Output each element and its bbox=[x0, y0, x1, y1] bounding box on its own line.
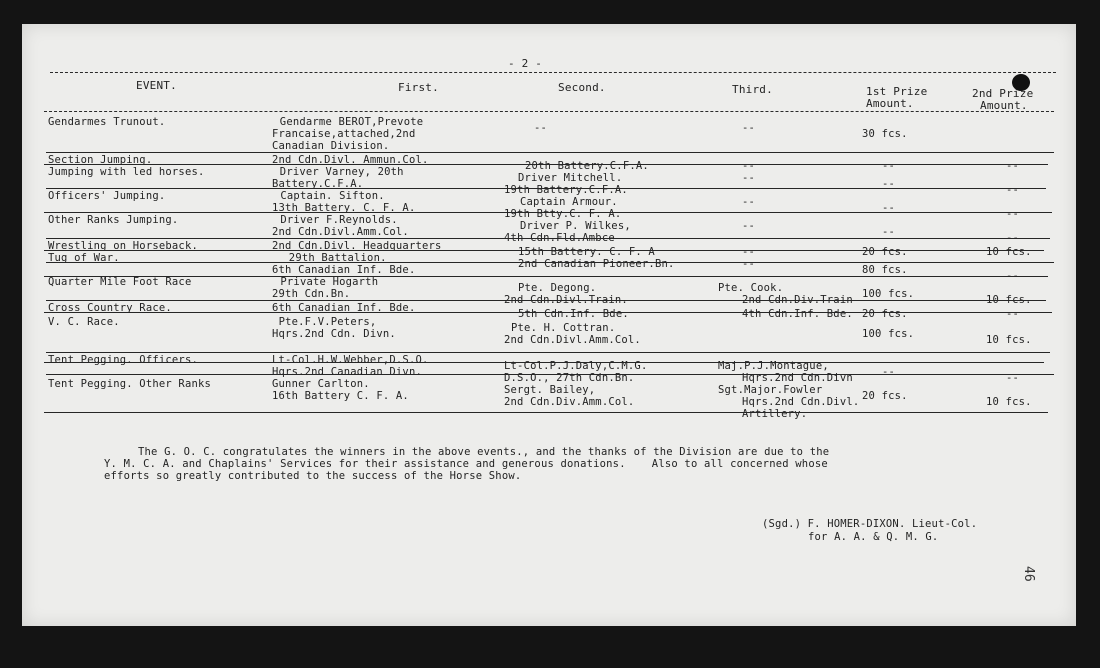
row-prize1: -- bbox=[882, 366, 896, 378]
header-prize1-line1: 1st Prize bbox=[866, 85, 928, 98]
row-prize1: -- bbox=[882, 226, 896, 238]
row-third: -- bbox=[742, 172, 756, 184]
folio-number: 46 bbox=[1021, 566, 1036, 582]
row-first: Driver F.Reynolds. bbox=[280, 214, 398, 226]
header-third: Third. bbox=[732, 83, 773, 96]
row-prize2: -- bbox=[1006, 160, 1020, 172]
row-event: Jumping with led horses. bbox=[48, 166, 205, 178]
row-prize2: 10 fcs. bbox=[986, 334, 1032, 346]
row-third: Pte. Cook. bbox=[718, 282, 784, 294]
row-first: Captain. Sifton. bbox=[280, 190, 385, 202]
row-prize1: -- bbox=[882, 202, 896, 214]
row-second: Driver Mitchell. bbox=[518, 172, 623, 184]
row-third: Hqrs.2nd Cdn.Divn bbox=[742, 372, 853, 384]
row-first: Pte.F.V.Peters, bbox=[278, 316, 377, 328]
row-event: Tug of War. bbox=[48, 252, 120, 264]
row-first: Driver Varney, 20th bbox=[279, 166, 404, 178]
row-first: Gunner Carlton. bbox=[272, 378, 370, 390]
row-second: Sergt. Bailey, bbox=[504, 384, 596, 396]
row-first: Lt-Col.H.W.Webber,D.S.O. bbox=[272, 354, 429, 366]
row-first: Battery.C.F.A. bbox=[272, 178, 364, 190]
row-rule bbox=[46, 152, 1054, 153]
page-number: - 2 - bbox=[508, 57, 543, 70]
row-second: 2nd Cdn.Div.Amm.Col. bbox=[504, 396, 635, 408]
header-event: EVENT. bbox=[136, 79, 177, 92]
row-prize1: 30 fcs. bbox=[862, 128, 908, 140]
row-event: Gendarmes Trunout. bbox=[48, 116, 166, 128]
row-first: 16th Battery C. F. A. bbox=[272, 390, 409, 402]
row-rule bbox=[46, 262, 1054, 263]
header-prize1-line2: Amount. bbox=[866, 97, 914, 110]
row-rule bbox=[46, 352, 1050, 353]
row-first: Private Hogarth bbox=[280, 276, 379, 288]
header-first: First. bbox=[398, 81, 439, 94]
row-first: Francaise,attached,2nd bbox=[272, 128, 416, 140]
row-event: Wrestling on Horseback. bbox=[48, 240, 198, 252]
header-bottom-rule bbox=[44, 111, 1054, 112]
row-second: 20th Battery.C.F.A. bbox=[525, 160, 649, 172]
row-prize2: -- bbox=[1006, 232, 1020, 244]
row-prize1: 20 fcs. bbox=[862, 390, 908, 402]
row-first: Hqrs.2nd Canadian Divn. bbox=[272, 366, 422, 378]
row-prize2: -- bbox=[1006, 308, 1020, 320]
row-rule bbox=[44, 412, 1048, 413]
row-second: 4th Cdn.Fld.Ambce bbox=[504, 232, 615, 244]
row-prize1: 100 fcs. bbox=[862, 328, 915, 340]
row-second: 19th Battery.C.F.A. bbox=[504, 184, 628, 196]
row-prize2: 10 fcs. bbox=[986, 396, 1032, 408]
row-first: Canadian Division. bbox=[272, 140, 390, 152]
row-prize1: 20 fcs. bbox=[862, 308, 908, 320]
row-rule bbox=[44, 164, 1048, 165]
row-first: 13th Battery. C. F. A. bbox=[272, 202, 416, 214]
row-event: V. C. Race. bbox=[48, 316, 120, 328]
closing-line-2: Y. M. C. A. and Chaplains' Services for their assistance and generous donations. Also to all concerned whose bbox=[104, 458, 828, 470]
signature-line-1: (Sgd.) F. HOMER-DIXON. Lieut-Col. bbox=[762, 518, 978, 530]
row-rule bbox=[44, 212, 1052, 213]
row-rule bbox=[44, 250, 1044, 251]
row-event: Section Jumping. bbox=[48, 154, 153, 166]
row-second: 2nd Canadian Pioneer.Bn. bbox=[518, 258, 675, 270]
row-rule bbox=[46, 374, 1054, 375]
row-third: -- bbox=[742, 246, 756, 258]
row-second: -- bbox=[534, 122, 548, 134]
row-event: Other Ranks Jumping. bbox=[48, 214, 179, 226]
signature-line-2: for A. A. & Q. M. G. bbox=[808, 531, 939, 543]
row-rule bbox=[46, 300, 1046, 301]
row-second: 19th Btty.C. F. A. bbox=[504, 208, 622, 220]
row-first: 6th Canadian Inf. Bde. bbox=[272, 302, 416, 314]
row-third: -- bbox=[742, 258, 756, 270]
row-prize1: 100 fcs. bbox=[862, 288, 915, 300]
row-second: 15th Battery. C. F. A bbox=[518, 246, 655, 258]
row-first: 2nd Cdn.Divl.Amm.Col. bbox=[272, 226, 409, 238]
row-second: Lt-Col.P.J.Daly,C.M.G. bbox=[504, 360, 648, 372]
row-third: 4th Cdn.Inf. Bde. bbox=[742, 308, 853, 320]
row-third: Sgt.Major.Fowler bbox=[718, 384, 823, 396]
row-prize2: -- bbox=[1006, 184, 1020, 196]
row-third: -- bbox=[742, 220, 756, 232]
row-prize2: 10 fcs. bbox=[986, 246, 1032, 258]
header-second: Second. bbox=[558, 81, 606, 94]
row-second: D.S.O., 27th Cdn.Bn. bbox=[504, 372, 635, 384]
header-prize2-line1: 2nd Prize bbox=[972, 87, 1034, 100]
row-first: Hqrs.2nd Cdn. Divn. bbox=[272, 328, 396, 340]
row-event: Quarter Mile Foot Race bbox=[48, 276, 192, 288]
row-second: 2nd Cdn.Divl.Train. bbox=[504, 294, 628, 306]
row-third: -- bbox=[742, 160, 756, 172]
row-prize2: -- bbox=[1006, 372, 1020, 384]
row-third: -- bbox=[742, 196, 756, 208]
row-event: Officers' Jumping. bbox=[48, 190, 166, 202]
row-event: Cross Country Race. bbox=[48, 302, 172, 314]
row-second: Captain Armour. bbox=[520, 196, 618, 208]
row-prize1: -- bbox=[882, 178, 896, 190]
row-first: 2nd Cdn.Divl. Ammun.Col. bbox=[272, 154, 429, 166]
row-prize1: 20 fcs. bbox=[862, 246, 908, 258]
row-rule bbox=[46, 238, 1050, 239]
row-prize2: -- bbox=[1006, 208, 1020, 220]
row-second: 5th Cdn.Inf. Bde. bbox=[518, 308, 629, 320]
row-first: Gendarme BEROT,Prevote bbox=[279, 116, 424, 128]
row-first: 2nd Cdn.Divl. Headquarters bbox=[272, 240, 442, 252]
row-third: 2nd Cdn.Div.Train bbox=[742, 294, 853, 306]
row-third: Artillery. bbox=[742, 408, 808, 420]
row-second: 2nd Cdn.Divl.Amm.Col. bbox=[504, 334, 641, 346]
row-prize2: -- bbox=[1006, 270, 1020, 282]
header-prize2-line2: Amount. bbox=[980, 99, 1028, 112]
row-rule bbox=[44, 362, 1044, 363]
closing-line-3: efforts so greatly contributed to the success of the Horse Show. bbox=[104, 470, 522, 482]
row-third: Maj.P.J.Montague, bbox=[718, 360, 829, 372]
row-second: Driver P. Wilkes, bbox=[520, 220, 631, 232]
row-first: 29th Battalion. bbox=[288, 252, 387, 264]
row-rule bbox=[44, 312, 1052, 313]
row-second: Pte. H. Cottran. bbox=[511, 322, 616, 334]
row-event: Tent Pegging. Officers. bbox=[48, 354, 198, 366]
row-second: Pte. Degong. bbox=[518, 282, 597, 294]
row-first: 6th Canadian Inf. Bde. bbox=[272, 264, 416, 276]
row-event: Tent Pegging. Other Ranks bbox=[48, 378, 212, 390]
row-prize1: -- bbox=[882, 160, 896, 172]
header-top-rule bbox=[50, 72, 1056, 73]
row-rule bbox=[44, 276, 1048, 277]
row-first: 29th Cdn.Bn. bbox=[272, 288, 351, 300]
row-prize1: 80 fcs. bbox=[862, 264, 908, 276]
row-third: -- bbox=[742, 122, 756, 134]
row-prize2: 10 fcs. bbox=[986, 294, 1032, 306]
row-third: Hqrs.2nd Cdn.Divl. bbox=[742, 396, 860, 408]
closing-line-1: The G. O. C. congratulates the winners in the above events., and the thanks of the Division are due to the bbox=[138, 446, 830, 458]
row-rule bbox=[46, 188, 1046, 189]
